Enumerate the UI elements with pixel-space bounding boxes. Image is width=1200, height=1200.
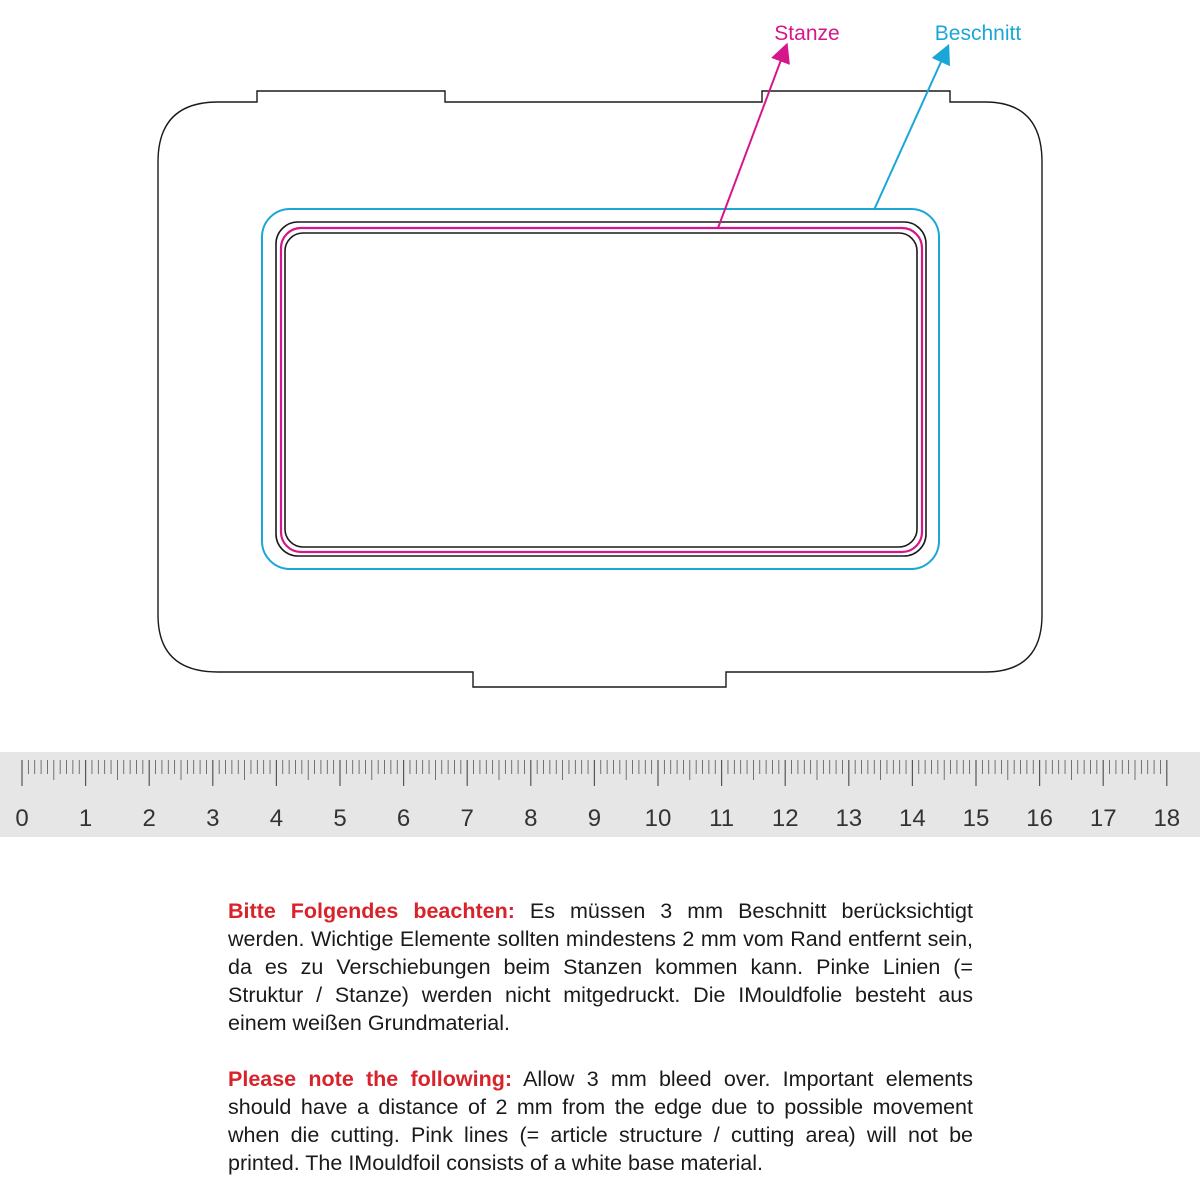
ruler-label: 17 (1089, 805, 1117, 832)
die-cut-pointer (718, 52, 784, 228)
ruler-label: 10 (644, 805, 672, 832)
ruler-label: 8 (524, 805, 538, 832)
lid-outline (158, 91, 1042, 687)
ruler-label: 3 (206, 805, 220, 832)
ruler-label: 16 (1026, 805, 1053, 832)
note-english-text: Allow 3 mm bleed over. Important elements should have a distance of 2 mm from the edge due to possible movement when die cutting. Pink lines (= article structure / cutting area) will not be printed. The IMouldfoil consists of a white base material. (228, 1067, 973, 1175)
ruler-label: 11 (709, 805, 735, 832)
ruler-label: 6 (396, 805, 411, 832)
note-german-lead: Bitte Folgendes beachten: (228, 899, 515, 923)
note-german (228, 897, 973, 1037)
bleed-pointer (874, 53, 945, 210)
bleed-label: Beschnitt (934, 22, 1022, 45)
frame-outer-line (276, 222, 926, 556)
frame-inner-line (285, 233, 917, 547)
ruler-label: 1 (78, 805, 93, 832)
die-cut-label: Stanze (774, 22, 840, 45)
ruler-label: 15 (962, 805, 990, 832)
ruler-label: 5 (333, 805, 347, 832)
note-german-text: Es müssen 3 mm Beschnitt berücksichtigt werden. Wichtige Elemente sollten mindestens 2 mm vom Rand entfernt sein, da es zu Verschiebungen beim Stanzen kommen kann. Pinke Linien (= Struktur / Stanze) werden nicht mitgedruckt. Die IMouldfolie besteht aus einem weißen Grundmaterial. (228, 899, 973, 1035)
ruler-label: 18 (1153, 805, 1181, 832)
ruler-label: 9 (587, 805, 602, 832)
ruler-label: 13 (835, 805, 863, 832)
ruler-label: 0 (15, 805, 29, 832)
die-cut-line (281, 228, 922, 552)
note-english (228, 1065, 973, 1177)
ruler-label: 14 (899, 805, 926, 832)
ruler (0, 752, 1200, 837)
ruler-label: 12 (771, 805, 799, 832)
ruler-label: 2 (142, 805, 156, 832)
ruler-label: 7 (460, 805, 474, 832)
bleed-line (262, 209, 939, 569)
ruler-label: 4 (269, 805, 284, 832)
note-english-lead: Please note the following: (228, 1067, 513, 1091)
